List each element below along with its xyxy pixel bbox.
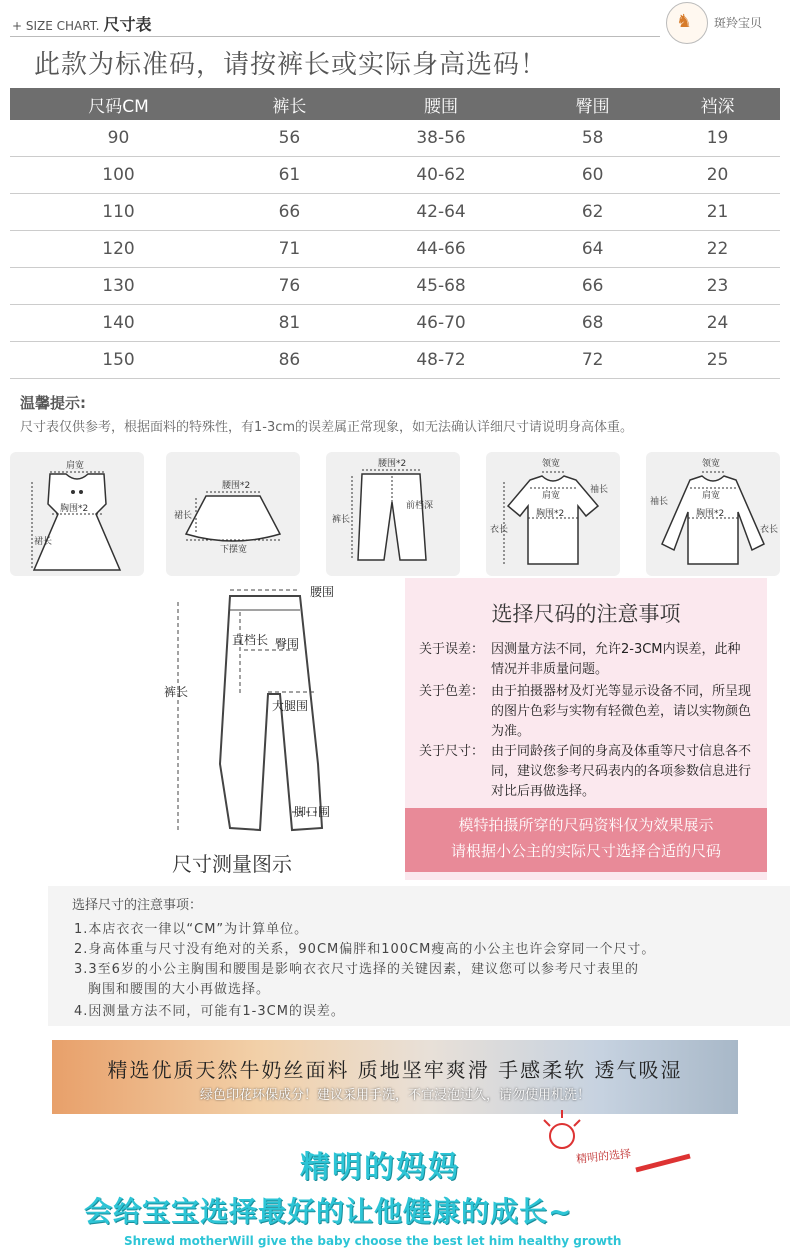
table-cell: 24 xyxy=(655,305,780,342)
pants-waist-label: 腰围*2 xyxy=(378,459,407,469)
table-cell: 48-72 xyxy=(352,342,530,379)
table-row xyxy=(10,342,780,379)
notes-banner-line2: 请根据小公主的实际尺寸选择合适的尺码 xyxy=(450,842,721,860)
crayon-icon xyxy=(636,1156,690,1170)
col-header-hip: 臀围 xyxy=(530,88,655,120)
table-cell: 62 xyxy=(530,194,655,231)
list-item: 胸围和腰围的大小再做选择。 xyxy=(88,982,271,997)
table-cell: 56 xyxy=(227,120,352,157)
fabric-care: 绿色印花环保成分！建议采用手洗，不宜浸泡过久，请勿使用机洗！ xyxy=(199,1088,590,1103)
dress-length-label: 裙长 xyxy=(34,537,53,547)
table-cell: 23 xyxy=(655,268,780,305)
tee-sleeve-label: 袖长 xyxy=(590,485,609,495)
table-cell: 44-66 xyxy=(352,231,530,268)
table-cell: 60 xyxy=(530,157,655,194)
table-cell: 86 xyxy=(227,342,352,379)
size-chart-prefix: + SIZE CHART. xyxy=(12,19,100,33)
table-cell: 19 xyxy=(655,120,780,157)
skirt-diagram xyxy=(166,452,300,576)
note-size-key: 关于尺寸： xyxy=(419,744,485,759)
longsleeve-diagram xyxy=(646,452,780,576)
dress-shoulder-label: 肩宽 xyxy=(66,461,85,471)
dress-diagram xyxy=(10,452,144,576)
table-row xyxy=(10,157,780,194)
table-cell: 100 xyxy=(10,157,227,194)
longsleeve-length-label: 衣长 xyxy=(760,525,779,535)
brand-name: 斑羚宝贝 xyxy=(714,16,763,30)
note-size-value: 由于同龄孩子间的身高及体重等尺寸信息各不同，建议您参考尺码表内的各项参数信息进行对比后再做选择。 xyxy=(491,744,752,799)
longsleeve-collar-label: 领宽 xyxy=(702,459,721,469)
note-error xyxy=(419,640,753,680)
list-item: 1.本店衣衣一律以“CM”为计算单位。 xyxy=(74,922,309,937)
col-header-waist: 腰围 xyxy=(352,88,530,120)
tips-title: 温馨提示: xyxy=(20,394,86,412)
notes-banner xyxy=(405,808,767,872)
diagram-rise-label: 直档长 xyxy=(232,633,269,647)
slogan-line1: 精明的妈妈 xyxy=(300,1150,460,1185)
tee-diagram xyxy=(486,452,620,576)
table-cell: 20 xyxy=(655,157,780,194)
table-row xyxy=(10,268,780,305)
col-header-size: 尺码CM xyxy=(10,88,227,120)
skirt-hem-label: 下摆宽 xyxy=(220,545,248,555)
notes-title: 选择尺码的注意事项 xyxy=(491,602,681,626)
table-cell: 66 xyxy=(227,194,352,231)
table-cell: 45-68 xyxy=(352,268,530,305)
table-cell: 42-64 xyxy=(352,194,530,231)
diagram-thigh-label: 大腿围 xyxy=(272,699,309,713)
choose-size-notes xyxy=(48,886,790,1026)
list-item: 3.3至6岁的小公主胸围和腰围是影响衣衣尺寸选择的关键因素，建议您可以参考尺寸表里的 xyxy=(74,962,639,977)
slogan-line2: 会给宝宝选择最好的让他健康的成长~ xyxy=(84,1195,573,1228)
note-color-value: 由于拍摄器材及灯光等显示设备不同，所呈现的图片色彩与实物有轻微色差，请以实物颜色为准。 xyxy=(491,684,752,739)
table-cell: 71 xyxy=(227,231,352,268)
tee-length-label: 衣长 xyxy=(490,525,509,535)
diagram-caption: 尺寸测量图示 xyxy=(172,852,292,876)
skirt-waist-label: 腰围*2 xyxy=(222,481,251,491)
table-header-row xyxy=(10,88,780,120)
table-row xyxy=(10,194,780,231)
size-chart-heading xyxy=(12,12,151,35)
lightbulb-icon xyxy=(550,1124,574,1148)
table-cell: 150 xyxy=(10,342,227,379)
table-cell: 120 xyxy=(10,231,227,268)
size-notice: 此款为标准码，请按裤长或实际身高选码！ xyxy=(34,50,548,80)
diagram-hip-label: 臀围 xyxy=(275,637,300,651)
table-cell: 25 xyxy=(655,342,780,379)
notes-banner-line1: 模特拍摄所穿的尺码资料仅为效果展示 xyxy=(458,816,714,834)
table-cell: 46-70 xyxy=(352,305,530,342)
deer-logo-icon: ♞ xyxy=(666,2,708,44)
table-cell: 76 xyxy=(227,268,352,305)
table-cell: 58 xyxy=(530,120,655,157)
list-item: 4.因测量方法不同，可能有1-3CM的误差。 xyxy=(74,1004,345,1019)
table-cell: 72 xyxy=(530,342,655,379)
header-divider xyxy=(10,36,660,37)
table-cell: 64 xyxy=(530,231,655,268)
smart-choice-text: 精明的选择 xyxy=(575,1147,632,1166)
longsleeve-chest-label: 胸围*2 xyxy=(696,509,725,519)
fabric-features: 精选优质天然牛奶丝面料 质地坚牢爽滑 手感柔软 透气吸湿 xyxy=(107,1058,683,1082)
skirt-length-label: 裙长 xyxy=(174,511,193,521)
note-error-value: 因测量方法不同，允许2-3CM内误差，此种情况并非质量问题。 xyxy=(491,642,741,677)
size-notes-panel xyxy=(405,578,767,880)
table-row xyxy=(10,231,780,268)
size-table xyxy=(10,88,780,379)
col-header-length: 裤长 xyxy=(227,88,352,120)
table-cell: 66 xyxy=(530,268,655,305)
table-cell: 68 xyxy=(530,305,655,342)
fabric-banner xyxy=(52,1040,738,1114)
table-cell: 90 xyxy=(10,120,227,157)
table-row xyxy=(10,305,780,342)
note-size xyxy=(419,742,753,802)
tee-shoulder-label: 肩宽 xyxy=(542,491,561,501)
tee-chest-label: 胸围*2 xyxy=(536,509,565,519)
table-cell: 130 xyxy=(10,268,227,305)
note-color-key: 关于色差： xyxy=(419,684,485,699)
smart-choice-badge xyxy=(540,1108,700,1178)
table-cell: 40-62 xyxy=(352,157,530,194)
table-cell: 140 xyxy=(10,305,227,342)
table-cell: 110 xyxy=(10,194,227,231)
slogan-english: Shrewd motherWill give the baby choose the best let him healthy growth xyxy=(124,1234,622,1248)
pants-length-label: 裤长 xyxy=(332,515,351,525)
list-item: 2.身高体重与尺寸没有绝对的关系，90CM偏胖和100CM瘦高的小公主也许会穿同一个尺寸。 xyxy=(74,942,656,957)
note-color xyxy=(419,682,753,742)
diagram-cuff-label: 脚口围 xyxy=(294,805,331,819)
diagram-waist-label: 腰围 xyxy=(310,585,335,599)
table-cell: 21 xyxy=(655,194,780,231)
col-header-rise: 裆深 xyxy=(655,88,780,120)
table-row xyxy=(10,120,780,157)
tee-collar-label: 领宽 xyxy=(542,459,561,469)
diagram-length-label: 裤长 xyxy=(164,685,189,699)
table-cell: 61 xyxy=(227,157,352,194)
tips-text: 尺寸表仅供参考，根据面料的特殊性，有1-3cm的误差属正常现象，如无法确认详细尺寸请说明身高体重。 xyxy=(20,420,634,435)
shorts-diagram xyxy=(326,452,460,576)
table-cell: 38-56 xyxy=(352,120,530,157)
table-cell: 81 xyxy=(227,305,352,342)
pants-rise-label: 前档深 xyxy=(406,501,434,511)
longsleeve-sleeve-label: 袖长 xyxy=(650,497,669,507)
size-chart-title: 尺寸表 xyxy=(103,15,152,34)
note-error-key: 关于误差： xyxy=(419,642,485,657)
brand-logo xyxy=(666,2,784,42)
pants-measure-diagram xyxy=(150,584,390,880)
table-cell: 22 xyxy=(655,231,780,268)
longsleeve-shoulder-label: 肩宽 xyxy=(702,491,721,501)
dress-chest-label: 胸围*2 xyxy=(60,504,89,514)
choose-title: 选择尺寸的注意事项： xyxy=(72,898,203,913)
